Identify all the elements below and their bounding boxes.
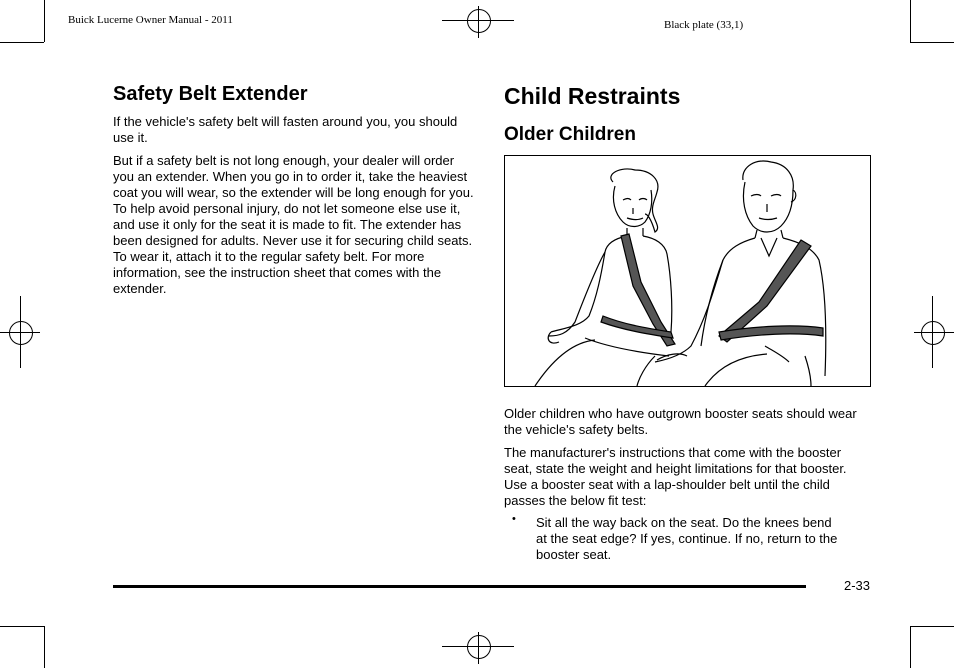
- section-heading-safety-belt-extender: Safety Belt Extender: [113, 83, 308, 105]
- girl-figure: [535, 169, 675, 386]
- paragraph: If the vehicle's safety belt will fasten around you, you should use it.: [113, 114, 458, 145]
- right-column-body: [504, 406, 872, 509]
- paragraph: The manufacturer's instructions that come with the booster seat, state the weight and height limitations for that booster. Use a booster seat with a lap-shoulder belt until the child passes the below fit test:: [504, 445, 847, 508]
- boy-figure: [655, 161, 826, 386]
- manual-title: Buick Lucerne Owner Manual - 2011: [68, 14, 233, 26]
- list-item: [504, 515, 872, 563]
- bullet-list: [504, 515, 872, 563]
- paragraph: But if a safety belt is not long enough, your dealer will order you an extender. When you go in to order it, take the heaviest coat you will wear, so the extender will be long enough for you. To help avoid personal injury, do not let someone else use it, and use it only for the seat it is made to fit. The extender has been designed for adults. Never use it for securing child seats. To wear it, attach it to the regular safety belt. For more information, see the instruction sheet that comes with the extender.: [113, 153, 474, 296]
- left-column-body: [113, 114, 478, 297]
- paragraph: Older children who have outgrown booster seats should wear the vehicle's safety belts.: [504, 406, 857, 437]
- list-item-text: Sit all the way back on the seat. Do the knees bend at the seat edge? If yes, continue. If no, return to the booster seat.: [536, 515, 838, 562]
- footer-rule: [113, 585, 806, 588]
- bullet-icon: •: [512, 513, 516, 525]
- plate-label: Black plate (33,1): [664, 19, 744, 31]
- page-title: Child Restraints: [504, 83, 681, 109]
- page-number: 2-33: [844, 578, 871, 593]
- illustration-children-with-seat-belts: [504, 155, 871, 387]
- subheading-older-children: Older Children: [504, 124, 636, 145]
